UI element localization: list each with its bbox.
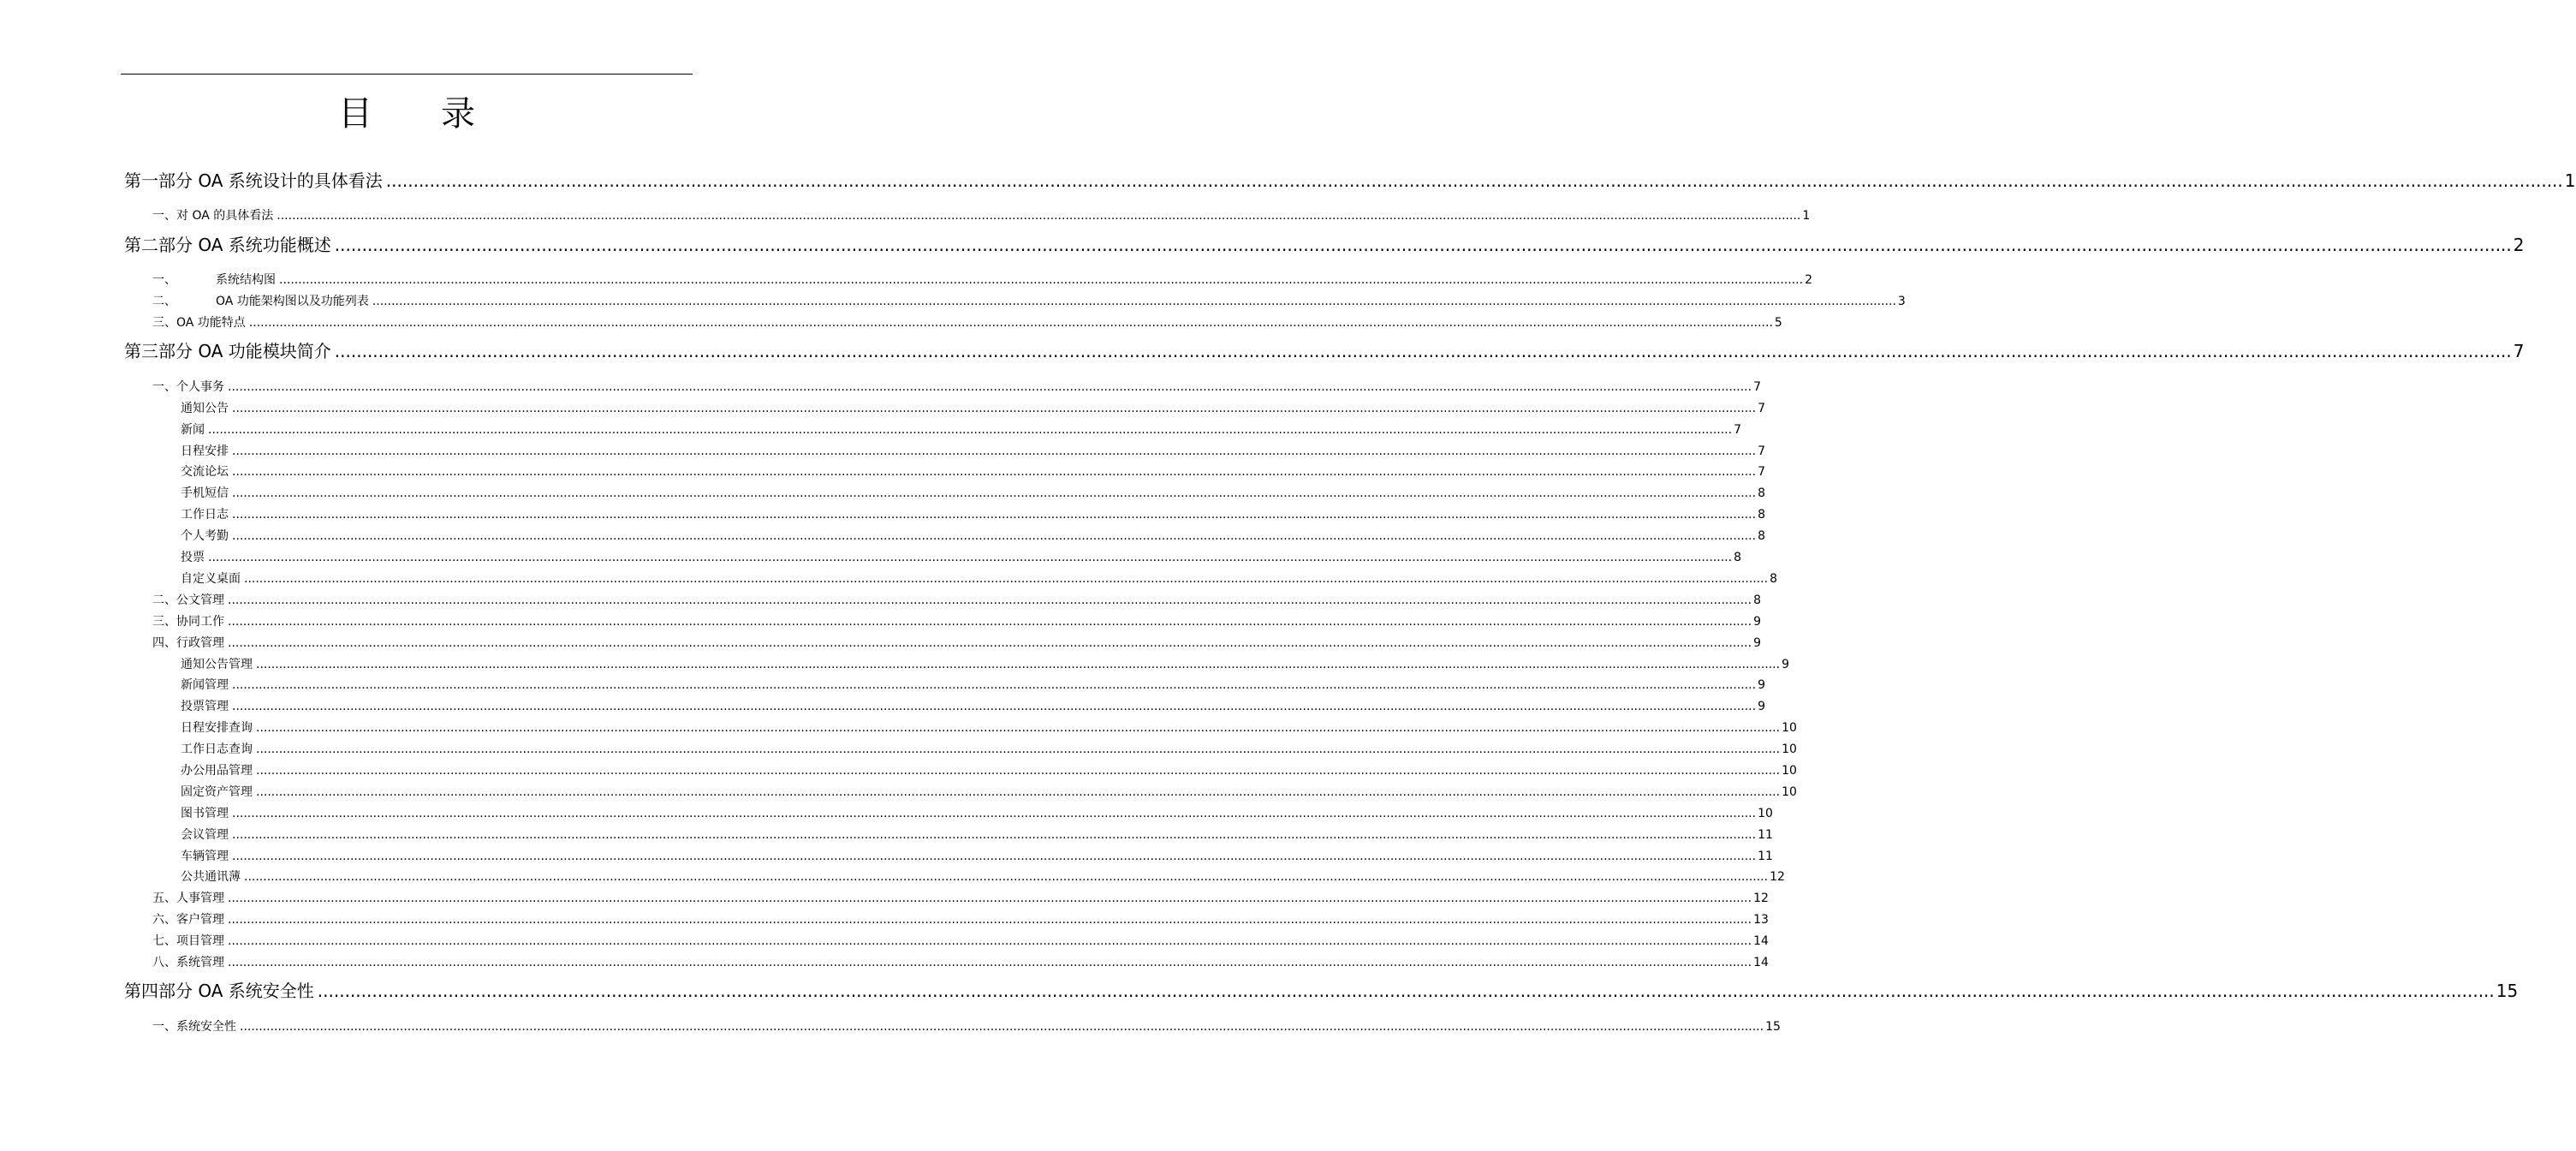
toc-entry-label: 通知公告管理 <box>181 658 253 671</box>
toc-page-number: 10 <box>1782 721 1797 735</box>
toc-page-number: 9 <box>1782 658 1789 671</box>
toc-leader-dots: ................................................................................................................................................................................................................................................................................................................................................................................................................ <box>228 913 1752 927</box>
toc-section-entry[interactable] <box>152 207 1811 224</box>
toc-subsection-entry[interactable] <box>181 549 1741 566</box>
toc-page-number: 7 <box>2513 341 2525 361</box>
toc-entry-label: 交流论坛 <box>181 465 229 479</box>
toc-page-number: 2 <box>1805 273 1812 287</box>
toc-page-number: 10 <box>1758 807 1773 820</box>
toc-leader-dots: ................................................................................................................................................................................................................................................................................................................................................................................................................ <box>228 934 1752 948</box>
toc-entry-number: 二、 <box>152 295 176 308</box>
toc-page-number: 8 <box>1753 593 1761 607</box>
toc-leader-dots: ................................................................................................................................................................................................................................................................................................................................................................................................................ <box>228 593 1752 607</box>
toc-leader-dots: ................................................................................................................................................................................................................................................................................................................................................................................................................ <box>232 850 1757 863</box>
toc-leader-dots: ................................................................................................................................................................................................................................................................................................................................................................................................................ <box>277 209 1801 223</box>
toc-page-number: 8 <box>1770 572 1777 586</box>
toc-section-entry[interactable] <box>152 293 1906 310</box>
toc-section-entry[interactable] <box>152 635 1761 652</box>
toc-page-number: 7 <box>1758 444 1765 458</box>
toc-entry-label: 第一部分 OA 系统设计的具体看法 <box>124 170 383 191</box>
toc-page-number: 13 <box>1753 913 1769 927</box>
toc-section-entry[interactable] <box>152 379 1761 396</box>
toc-page-number: 11 <box>1758 828 1773 842</box>
toc-subsection-entry[interactable] <box>181 762 1797 779</box>
toc-entry-label: 八、系统管理 <box>152 956 224 969</box>
toc-entry-label: 一、系统安全性 <box>152 1020 236 1034</box>
toc-leader-dots: ................................................................................................................................................................................................................................................................................................................................................................................................................ <box>317 981 2495 1001</box>
toc-page-number: 7 <box>1734 423 1741 437</box>
toc-page-number: 10 <box>1782 785 1797 799</box>
toc-entry-label: 手机短信 <box>181 486 229 500</box>
toc-entry-label: 新闻 <box>181 423 205 437</box>
toc-leader-dots: ................................................................................................................................................................................................................................................................................................................................................................................................................ <box>228 380 1752 394</box>
toc-leader-dots: ................................................................................................................................................................................................................................................................................................................................................................................................................ <box>256 764 1781 778</box>
toc-page-number: 12 <box>1753 892 1769 905</box>
toc-entry-label: 二、公文管理 <box>152 593 224 607</box>
header-rule <box>121 74 693 75</box>
toc-subsection-entry[interactable] <box>181 656 1789 673</box>
toc-leader-dots: ................................................................................................................................................................................................................................................................................................................................................................................................................ <box>232 444 1757 458</box>
toc-part-entry[interactable] <box>124 233 2525 257</box>
toc-entry-label: 办公用品管理 <box>181 764 253 778</box>
toc-leader-dots: ................................................................................................................................................................................................................................................................................................................................................................................................................ <box>232 465 1757 479</box>
toc-page-number: 7 <box>1758 402 1765 415</box>
toc-entry-label: 日程安排 <box>181 444 229 458</box>
toc-entry-label: 自定义桌面 <box>181 572 241 586</box>
toc-leader-dots: ................................................................................................................................................................................................................................................................................................................................................................................................................ <box>279 273 1804 287</box>
toc-entry-label: 第三部分 OA 功能模块简介 <box>124 341 331 361</box>
toc-leader-dots: ................................................................................................................................................................................................................................................................................................................................................................................................................ <box>232 529 1757 543</box>
toc-page-number: 11 <box>1758 850 1773 863</box>
toc-entry-label: 投票管理 <box>181 700 229 713</box>
toc-part-entry[interactable] <box>124 169 2576 193</box>
toc-subsection-entry[interactable] <box>181 421 1741 438</box>
toc-subsection-entry[interactable] <box>181 698 1765 715</box>
toc-subsection-entry[interactable] <box>181 784 1797 801</box>
toc-page-number: 15 <box>1765 1020 1781 1034</box>
toc-leader-dots: ................................................................................................................................................................................................................................................................................................................................................................................................................ <box>228 892 1752 905</box>
toc-leader-dots: ................................................................................................................................................................................................................................................................................................................................................................................................................ <box>232 402 1757 415</box>
toc-page-number: 9 <box>1758 678 1765 692</box>
toc-section-entry[interactable] <box>152 592 1761 609</box>
toc-leader-dots: ................................................................................................................................................................................................................................................................................................................................................................................................................ <box>244 870 1769 884</box>
toc-entry-label: 车辆管理 <box>181 850 229 863</box>
toc-leader-dots: ................................................................................................................................................................................................................................................................................................................................................................................................................ <box>334 235 2512 255</box>
toc-leader-dots: ................................................................................................................................................................................................................................................................................................................................................................................................................ <box>256 721 1781 735</box>
toc-page-number: 10 <box>1782 764 1797 778</box>
toc-entry-text: OA 功能架构图以及功能列表 <box>216 295 369 308</box>
page-title: 目 录 <box>338 94 475 134</box>
toc-subsection-entry[interactable] <box>181 485 1765 502</box>
toc-entry-label: 新闻管理 <box>181 678 229 692</box>
toc-entry-label: 公共通讯薄 <box>181 870 241 884</box>
toc-subsection-entry[interactable] <box>181 868 1785 886</box>
toc-section-entry[interactable] <box>152 314 1782 331</box>
toc-subsection-entry[interactable] <box>181 506 1765 523</box>
toc-entry-label: 三、协同工作 <box>152 615 224 629</box>
toc-leader-dots: ................................................................................................................................................................................................................................................................................................................................................................................................................ <box>208 551 1733 564</box>
toc-page-number: 14 <box>1753 956 1769 969</box>
toc-section-entry[interactable] <box>152 911 1769 928</box>
toc-section-entry[interactable] <box>152 890 1769 907</box>
toc-entry-text: 系统结构图 <box>216 273 276 287</box>
toc-page-number: 1 <box>1802 209 1811 223</box>
toc-entry-label <box>152 271 279 289</box>
toc-subsection-entry[interactable] <box>181 719 1797 737</box>
toc-page-number: 5 <box>1774 316 1782 330</box>
toc-entry-label: 六、客户管理 <box>152 913 224 927</box>
toc-leader-dots: ................................................................................................................................................................................................................................................................................................................................................................................................................ <box>232 700 1757 713</box>
toc-subsection-entry[interactable] <box>181 826 1773 844</box>
toc-entry-label: 固定资产管理 <box>181 785 253 799</box>
toc-entry-label: 第二部分 OA 系统功能概述 <box>124 235 331 255</box>
toc-page-number: 8 <box>1758 529 1765 543</box>
toc-leader-dots: ................................................................................................................................................................................................................................................................................................................................................................................................................ <box>334 341 2512 361</box>
toc-entry-label: 一、个人事务 <box>152 380 224 394</box>
toc-entry-label: 工作日志 <box>181 508 229 522</box>
toc-entry-label: 日程安排查询 <box>181 721 253 735</box>
toc-page-number: 12 <box>1770 870 1785 884</box>
toc-leader-dots: ................................................................................................................................................................................................................................................................................................................................................................................................................ <box>256 785 1781 799</box>
toc-entry-label <box>152 293 372 310</box>
toc-entry-label: 会议管理 <box>181 828 229 842</box>
toc-subsection-entry[interactable] <box>181 463 1765 480</box>
toc-leader-dots: ................................................................................................................................................................................................................................................................................................................................................................................................................ <box>232 828 1757 842</box>
toc-page-number: 7 <box>1753 380 1761 394</box>
toc-entry-label: 图书管理 <box>181 807 229 820</box>
toc-leader-dots: ................................................................................................................................................................................................................................................................................................................................................................................................................ <box>232 486 1757 500</box>
toc-leader-dots: ................................................................................................................................................................................................................................................................................................................................................................................................................ <box>244 572 1769 586</box>
toc-subsection-entry[interactable] <box>181 741 1797 758</box>
toc-leader-dots: ................................................................................................................................................................................................................................................................................................................................................................................................................ <box>228 615 1752 629</box>
toc-page-number: 2 <box>2513 235 2525 255</box>
toc-leader-dots: ................................................................................................................................................................................................................................................................................................................................................................................................................ <box>256 658 1781 671</box>
toc-section-entry[interactable] <box>152 613 1761 630</box>
toc-page-number: 7 <box>1758 465 1765 479</box>
toc-leader-dots: ................................................................................................................................................................................................................................................................................................................................................................................................................ <box>240 1020 1764 1034</box>
toc-entry-label: 一、对 OA 的具体看法 <box>152 209 274 223</box>
toc-section-entry[interactable] <box>152 954 1769 971</box>
toc-page-number: 1 <box>2564 170 2576 191</box>
toc-page-number: 8 <box>1734 551 1741 564</box>
toc-page-number: 8 <box>1758 486 1765 500</box>
toc-entry-label: 第四部分 OA 系统安全性 <box>124 981 314 1001</box>
toc-page-number: 3 <box>1897 295 1906 308</box>
toc-leader-dots: ................................................................................................................................................................................................................................................................................................................................................................................................................ <box>385 170 2563 191</box>
toc-page-number: 15 <box>2496 981 2519 1001</box>
toc-subsection-entry[interactable] <box>181 443 1765 460</box>
toc-subsection-entry[interactable] <box>181 848 1773 865</box>
toc-leader-dots: ................................................................................................................................................................................................................................................................................................................................................................................................................ <box>248 316 1773 330</box>
toc-entry-label: 三、OA 功能特点 <box>152 316 246 330</box>
toc-leader-dots: ................................................................................................................................................................................................................................................................................................................................................................................................................ <box>208 423 1733 437</box>
toc-leader-dots: ................................................................................................................................................................................................................................................................................................................................................................................................................ <box>372 295 1896 308</box>
toc-subsection-entry[interactable] <box>181 528 1765 545</box>
toc-page-number: 10 <box>1782 742 1797 756</box>
toc-leader-dots: ................................................................................................................................................................................................................................................................................................................................................................................................................ <box>256 742 1781 756</box>
toc-subsection-entry[interactable] <box>181 570 1777 587</box>
toc-leader-dots: ................................................................................................................................................................................................................................................................................................................................................................................................................ <box>232 678 1757 692</box>
toc-leader-dots: ................................................................................................................................................................................................................................................................................................................................................................................................................ <box>228 956 1752 969</box>
toc-page-number: 8 <box>1758 508 1765 522</box>
toc-page-number: 9 <box>1753 615 1761 629</box>
toc-subsection-entry[interactable] <box>181 400 1765 417</box>
toc-entry-label: 投票 <box>181 551 205 564</box>
toc-page-number: 9 <box>1758 700 1765 713</box>
toc-entry-label: 工作日志查询 <box>181 742 253 756</box>
toc-entry-label: 四、行政管理 <box>152 636 224 650</box>
toc-subsection-entry[interactable] <box>181 677 1765 694</box>
toc-part-entry[interactable] <box>124 339 2525 363</box>
toc-leader-dots: ................................................................................................................................................................................................................................................................................................................................................................................................................ <box>232 807 1757 820</box>
toc-section-entry[interactable] <box>152 271 1812 289</box>
toc-entry-label: 通知公告 <box>181 402 229 415</box>
toc-page-number: 14 <box>1753 934 1769 948</box>
toc-section-entry[interactable] <box>152 1018 1781 1035</box>
toc-entry-label: 七、项目管理 <box>152 934 224 948</box>
toc-subsection-entry[interactable] <box>181 805 1773 822</box>
toc-section-entry[interactable] <box>152 933 1769 950</box>
toc-leader-dots: ................................................................................................................................................................................................................................................................................................................................................................................................................ <box>232 508 1757 522</box>
toc-page-number: 9 <box>1753 636 1761 650</box>
toc-entry-label: 个人考勤 <box>181 529 229 543</box>
toc-leader-dots: ................................................................................................................................................................................................................................................................................................................................................................................................................ <box>228 636 1752 650</box>
toc-entry-label: 五、人事管理 <box>152 892 224 905</box>
toc-entry-number: 一、 <box>152 273 176 287</box>
toc-part-entry[interactable] <box>124 979 2519 1003</box>
